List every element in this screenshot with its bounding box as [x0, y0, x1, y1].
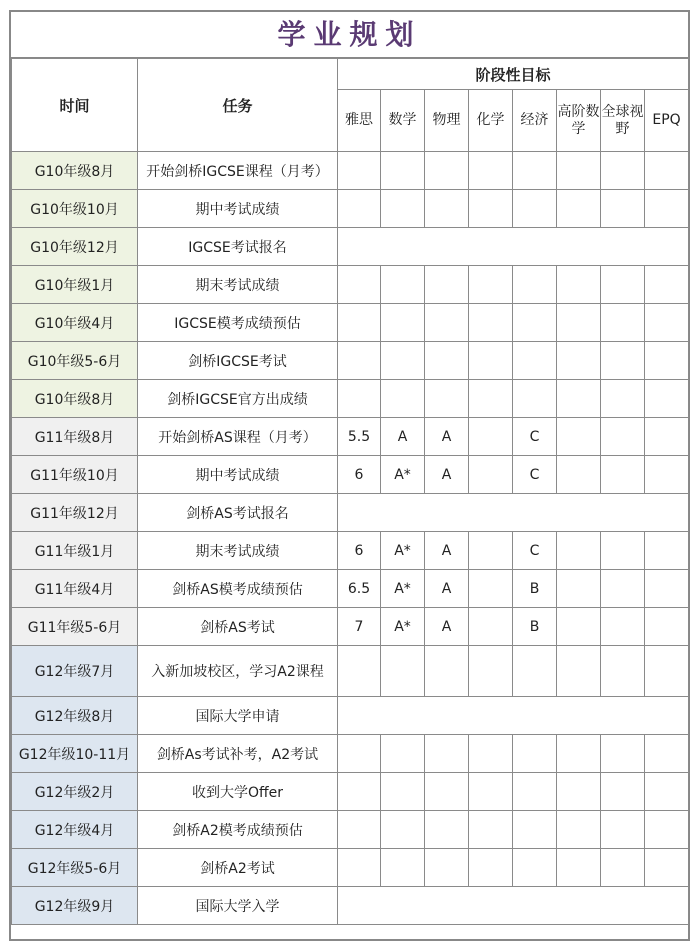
score-cell [601, 811, 645, 849]
score-cell: A [425, 570, 469, 608]
score-cell [557, 342, 601, 380]
score-cell [338, 266, 381, 304]
header-subject: EPQ [645, 90, 689, 152]
planning-sheet [9, 10, 690, 941]
task-cell: IGCSE模考成绩预估 [138, 304, 338, 342]
score-cell [338, 380, 381, 418]
score-cell [645, 773, 689, 811]
time-cell: G11年级10月 [12, 456, 138, 494]
table-row [12, 887, 689, 925]
time-cell: G11年级5-6月 [12, 608, 138, 646]
score-cell [469, 773, 513, 811]
time-cell: G11年级1月 [12, 532, 138, 570]
score-cell [601, 608, 645, 646]
score-cell: 6.5 [338, 570, 381, 608]
score-cell [381, 304, 425, 342]
time-cell: G10年级4月 [12, 304, 138, 342]
time-cell: G12年级4月 [12, 811, 138, 849]
header-subject: 经济 [513, 90, 557, 152]
task-cell: 国际大学入学 [138, 887, 338, 925]
score-cell [338, 773, 381, 811]
score-cell: B [513, 608, 557, 646]
time-cell: G12年级2月 [12, 773, 138, 811]
score-cell [469, 646, 513, 697]
score-cell [338, 304, 381, 342]
header-time: 时间 [12, 59, 138, 152]
score-cell [469, 570, 513, 608]
score-cell [338, 646, 381, 697]
score-cell: C [513, 456, 557, 494]
table-row [12, 456, 689, 494]
score-cell [557, 849, 601, 887]
score-cell [601, 152, 645, 190]
score-cell [513, 811, 557, 849]
score-cell: A [381, 418, 425, 456]
score-cell [601, 532, 645, 570]
score-cell [601, 418, 645, 456]
score-cell [425, 304, 469, 342]
score-cell [645, 811, 689, 849]
score-cell [425, 773, 469, 811]
task-cell: 剑桥AS模考成绩预估 [138, 570, 338, 608]
score-cell: A [425, 456, 469, 494]
task-cell: 剑桥A2模考成绩预估 [138, 811, 338, 849]
score-cell [557, 735, 601, 773]
task-cell: 剑桥IGCSE官方出成绩 [138, 380, 338, 418]
score-cell [338, 849, 381, 887]
task-cell: 开始剑桥AS课程（月考） [138, 418, 338, 456]
score-cell: C [513, 532, 557, 570]
score-cell [513, 190, 557, 228]
table-row [12, 697, 689, 735]
header-subject: 物理 [425, 90, 469, 152]
score-cell [513, 152, 557, 190]
score-cell [645, 456, 689, 494]
score-cell [425, 266, 469, 304]
table-row [12, 849, 689, 887]
score-cell: A* [381, 570, 425, 608]
header-subject: 高阶数学 [557, 90, 601, 152]
header-goals: 阶段性目标 [338, 59, 689, 90]
score-cell [557, 608, 601, 646]
score-cell [645, 266, 689, 304]
score-cell [601, 646, 645, 697]
header-task: 任务 [138, 59, 338, 152]
table-row [12, 190, 689, 228]
score-cell [513, 266, 557, 304]
table-row [12, 266, 689, 304]
score-cell [557, 380, 601, 418]
time-cell: G11年级4月 [12, 570, 138, 608]
score-cell: A* [381, 608, 425, 646]
score-cell [469, 418, 513, 456]
score-cell: C [513, 418, 557, 456]
score-cell [645, 608, 689, 646]
table-row [12, 811, 689, 849]
score-cell [645, 532, 689, 570]
score-cell: B [513, 570, 557, 608]
table-row [12, 152, 689, 190]
score-cell: A [425, 608, 469, 646]
table-row [12, 304, 689, 342]
task-cell: 剑桥A2考试 [138, 849, 338, 887]
task-cell: 开始剑桥IGCSE课程（月考） [138, 152, 338, 190]
score-cell [601, 190, 645, 228]
score-cell: 6 [338, 532, 381, 570]
score-cell [381, 773, 425, 811]
score-cell [557, 532, 601, 570]
score-cell [601, 304, 645, 342]
score-cell: A [425, 418, 469, 456]
score-cell [469, 266, 513, 304]
task-cell: 剑桥As考试补考，A2考试 [138, 735, 338, 773]
score-cell [469, 342, 513, 380]
time-cell: G11年级8月 [12, 418, 138, 456]
score-cell [557, 266, 601, 304]
time-cell: G10年级8月 [12, 152, 138, 190]
score-cell [645, 849, 689, 887]
score-cell: 7 [338, 608, 381, 646]
table-row [12, 735, 689, 773]
score-cell [557, 456, 601, 494]
score-cell [557, 152, 601, 190]
score-cell [513, 304, 557, 342]
score-cell [381, 266, 425, 304]
task-cell: 期末考试成绩 [138, 266, 338, 304]
score-cell [338, 735, 381, 773]
goals-merged-cell [338, 697, 689, 735]
score-cell [469, 152, 513, 190]
score-cell [645, 304, 689, 342]
score-cell [645, 152, 689, 190]
task-cell: 收到大学Offer [138, 773, 338, 811]
score-cell [425, 342, 469, 380]
table-row [12, 380, 689, 418]
score-cell [381, 190, 425, 228]
score-cell [513, 646, 557, 697]
score-cell [338, 152, 381, 190]
score-cell [557, 304, 601, 342]
score-cell [338, 342, 381, 380]
score-cell [381, 646, 425, 697]
score-cell [469, 304, 513, 342]
score-cell [601, 773, 645, 811]
score-cell: A [425, 532, 469, 570]
task-cell: 国际大学申请 [138, 697, 338, 735]
score-cell [381, 342, 425, 380]
score-cell [601, 342, 645, 380]
task-cell: 剑桥IGCSE考试 [138, 342, 338, 380]
score-cell [513, 342, 557, 380]
header-subject: 数学 [381, 90, 425, 152]
score-cell [425, 849, 469, 887]
task-cell: 剑桥AS考试 [138, 608, 338, 646]
time-cell: G11年级12月 [12, 494, 138, 532]
time-cell: G10年级8月 [12, 380, 138, 418]
table-row [12, 646, 689, 697]
score-cell [469, 811, 513, 849]
table-row [12, 418, 689, 456]
score-cell [425, 735, 469, 773]
score-cell [513, 380, 557, 418]
score-cell [601, 849, 645, 887]
score-cell [557, 646, 601, 697]
score-cell [557, 418, 601, 456]
score-cell [381, 735, 425, 773]
score-cell [645, 380, 689, 418]
score-cell [469, 735, 513, 773]
score-cell [601, 570, 645, 608]
table-row [12, 773, 689, 811]
goals-merged-cell [338, 887, 689, 925]
table-row [12, 532, 689, 570]
task-cell: 剑桥AS考试报名 [138, 494, 338, 532]
score-cell [469, 608, 513, 646]
page-title: 学业规划 [11, 12, 688, 58]
table-row [12, 608, 689, 646]
score-cell [513, 773, 557, 811]
task-cell: 期末考试成绩 [138, 532, 338, 570]
time-cell: G12年级5-6月 [12, 849, 138, 887]
score-cell [557, 190, 601, 228]
time-cell: G12年级8月 [12, 697, 138, 735]
time-cell: G10年级1月 [12, 266, 138, 304]
header-subject: 全球视野 [601, 90, 645, 152]
score-cell [557, 773, 601, 811]
table-row [12, 342, 689, 380]
table-row [12, 570, 689, 608]
score-cell [601, 456, 645, 494]
score-cell [557, 570, 601, 608]
score-cell [381, 152, 425, 190]
score-cell [557, 811, 601, 849]
time-cell: G10年级12月 [12, 228, 138, 266]
time-cell: G10年级10月 [12, 190, 138, 228]
score-cell: A* [381, 456, 425, 494]
score-cell [645, 570, 689, 608]
score-cell [645, 190, 689, 228]
goals-merged-cell [338, 228, 689, 266]
task-cell: IGCSE考试报名 [138, 228, 338, 266]
time-cell: G12年级7月 [12, 646, 138, 697]
task-cell: 期中考试成绩 [138, 190, 338, 228]
score-cell: 5.5 [338, 418, 381, 456]
time-cell: G12年级9月 [12, 887, 138, 925]
table-row [12, 494, 689, 532]
header-subject: 雅思 [338, 90, 381, 152]
time-cell: G12年级10-11月 [12, 735, 138, 773]
score-cell [469, 849, 513, 887]
table-row [12, 228, 689, 266]
score-cell [645, 735, 689, 773]
score-cell [601, 266, 645, 304]
score-cell [513, 735, 557, 773]
plan-table [11, 58, 689, 925]
score-cell [381, 380, 425, 418]
header-subject: 化学 [469, 90, 513, 152]
score-cell [645, 418, 689, 456]
score-cell [601, 735, 645, 773]
task-cell: 期中考试成绩 [138, 456, 338, 494]
score-cell: A* [381, 532, 425, 570]
score-cell [381, 811, 425, 849]
score-cell [338, 190, 381, 228]
time-cell: G10年级5-6月 [12, 342, 138, 380]
score-cell [425, 380, 469, 418]
score-cell [469, 380, 513, 418]
score-cell [513, 849, 557, 887]
score-cell [425, 152, 469, 190]
score-cell: 6 [338, 456, 381, 494]
score-cell [469, 190, 513, 228]
score-cell [381, 849, 425, 887]
score-cell [469, 456, 513, 494]
score-cell [601, 380, 645, 418]
goals-merged-cell [338, 494, 689, 532]
score-cell [425, 811, 469, 849]
score-cell [645, 646, 689, 697]
score-cell [425, 646, 469, 697]
score-cell [469, 532, 513, 570]
score-cell [645, 342, 689, 380]
task-cell: 入新加坡校区，学习A2课程 [138, 646, 338, 697]
score-cell [425, 190, 469, 228]
score-cell [338, 811, 381, 849]
